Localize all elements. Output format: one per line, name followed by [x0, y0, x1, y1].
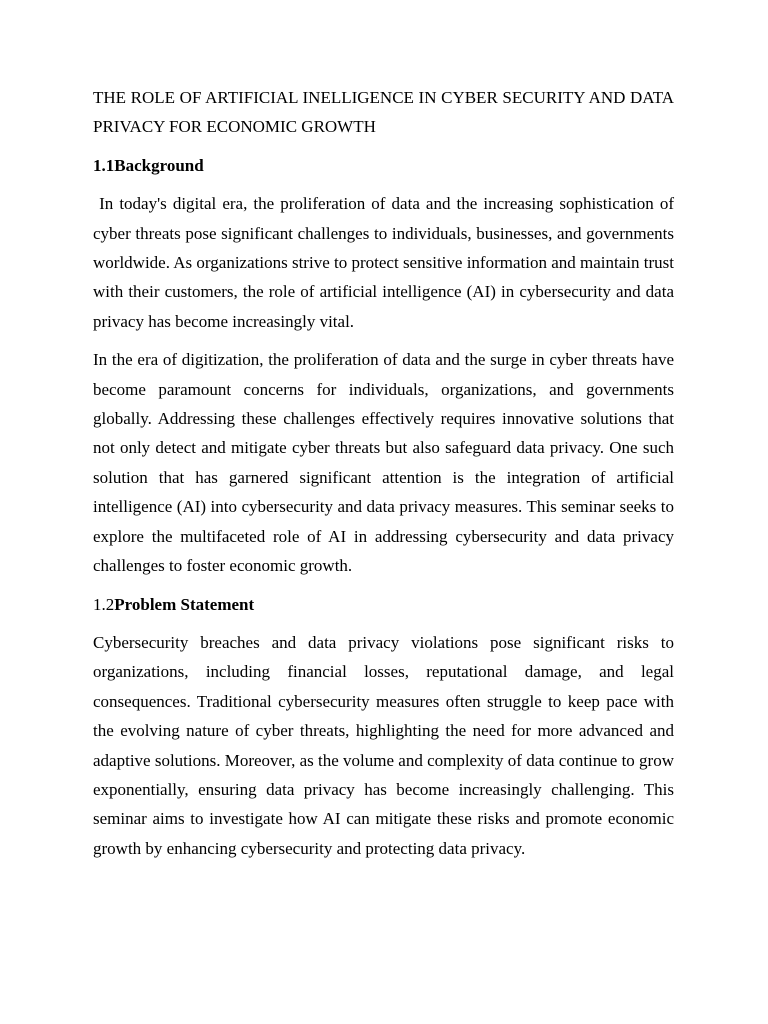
section-heading-problem-statement — [93, 590, 674, 619]
background-paragraph-2: In the era of digitization, the proliferation of data and the surge in cyber threats have become paramount concerns for individuals, organizations, and governments globally. Addressing these challenges effectively requires innovative solutions that not only detect and mitigate cyber threats but also safeguard data privacy. One such solution that has garnered significant attention is the integration of artificial intelligence (AI) into cybersecurity and data privacy measures. This seminar seeks to explore the multifaceted role of AI in addressing cybersecurity and data privacy challenges to foster economic growth. — [93, 350, 674, 576]
document-page — [93, 83, 679, 872]
background-paragraph-1: In today's digital era, the proliferation of data and the increasing sophistication of cyber threats pose significant challenges to individuals, businesses, and governments worldwide. As organizations strive to protect sensitive information and maintain trust with their customers, the role of artificial intelligence (AI) in cybersecurity and data privacy has become increasingly vital. — [93, 194, 679, 331]
problem-statement-paragraph-1: Cybersecurity breaches and data privacy violations pose significant risks to organizations, including financial losses, reputational damage, and legal consequences. Traditional cybersecurity measures often struggle to keep pace with the evolving nature of cyber threats, highlighting the need for more advanced and adaptive solutions. Moreover, as the volume and complexity of data continue to grow exponentially, ensuring data privacy has become increasingly challenging. This seminar aims to investigate how AI can mitigate these risks and promote economic growth by enhancing cybersecurity and protecting data privacy. — [93, 632, 674, 858]
section-number: 1.2 — [93, 594, 115, 614]
section-label: Background — [114, 155, 204, 175]
document-title: THE ROLE OF ARTIFICIAL INELLIGENCE IN CYBER SECURITY AND DATA PRIVACY FOR ECONOMIC GROWTH — [93, 88, 674, 137]
section-label: Problem Statement — [114, 594, 255, 614]
section-number: 1.1 — [93, 155, 115, 175]
section-heading-background — [93, 151, 674, 180]
